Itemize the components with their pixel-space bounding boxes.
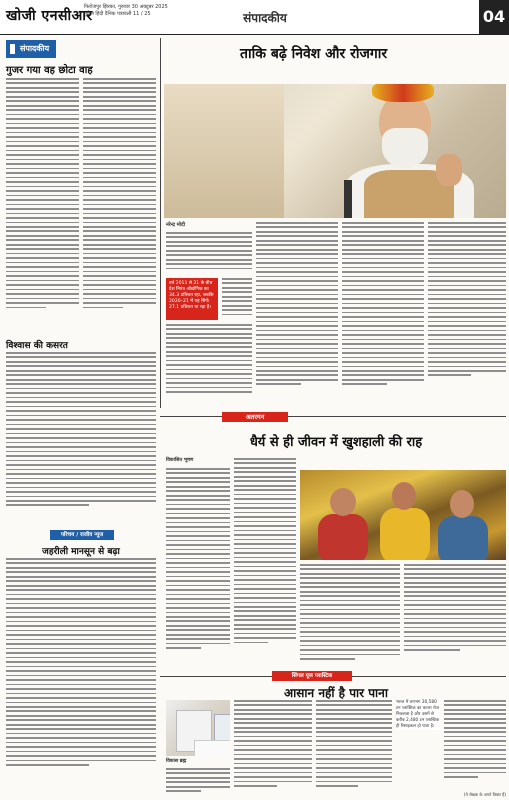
feature-byline: विकासित भूषण <box>166 458 194 463</box>
section-title: संपादकीय <box>243 11 287 25</box>
feature-band-label: अतरगन <box>222 412 288 422</box>
bottom-column-1 <box>166 768 230 798</box>
column-divider <box>160 38 161 408</box>
main-byline: नरेन्द्र मोदी <box>166 222 185 228</box>
main-column-4 <box>428 222 506 406</box>
feature-column-4 <box>404 564 506 672</box>
masthead <box>0 0 509 35</box>
plastic-photo <box>166 700 230 756</box>
stat-box: भारत में लगभग 30,580 टन प्लास्टिक का कचरा रोज निकलता है और उसमें से करीब 2,480 टन प्लास्टिक ही रिसाइकल हो पाता है। <box>396 700 440 729</box>
main-column-2 <box>256 222 338 406</box>
bottom-column-4 <box>444 700 506 792</box>
bottom-column-2 <box>234 700 312 798</box>
editorial-subhead-body <box>6 352 156 528</box>
column-byline: परिचय / राजीव न्यूज <box>50 530 114 540</box>
third-headline: जहरीली मानसून से बढ़ा <box>42 547 120 557</box>
main-column-1-bottom <box>166 324 252 406</box>
main-column-3 <box>342 222 424 406</box>
main-photo <box>164 84 506 218</box>
feature-column-1 <box>166 468 230 672</box>
feature-column-2 <box>234 458 296 672</box>
feature-headline: धैर्य से ही जीवन में खुशहाली की राह <box>249 435 423 450</box>
bottom-headline: आसान नहीं है पार पाना <box>284 686 388 700</box>
editorial-headline: गुजर गया वह छोटा वाह <box>6 65 93 76</box>
feature-photo <box>300 470 506 560</box>
bottom-byline: विकास ब्रह्म <box>166 759 187 764</box>
third-article-body <box>6 558 156 794</box>
bottom-band-label: सिंगल यूज प्लास्टिक <box>272 671 352 681</box>
editorial-column-2 <box>83 78 156 334</box>
dateline: फिरोजपुर झिरका, गुरुवार 30 अक्टूबर 2025 मुद्रित हिंदी दैनिक पत्रावली 11 / 25 <box>84 4 168 17</box>
main-headline: ताकि बढ़े निवेश और रोजगार <box>240 46 388 62</box>
page-number: 04 <box>479 0 509 34</box>
bottom-column-3 <box>316 700 392 798</box>
editorial-subhead: विश्वास की कसरत <box>6 341 68 351</box>
main-column-1-top <box>166 232 252 276</box>
editorial-column-1 <box>6 78 79 334</box>
newspaper-logo: खोजी एनसीआर <box>6 8 93 24</box>
main-column-1-side <box>222 278 252 322</box>
pull-quote: वर्ष 2011 से 21 के बीच देश नियंत्र औद्योगिक का 34.3 प्रतिशत रहा, जबकि 2020–21 में यह सिर्फ 27.1 प्रतिशत था रहा है। <box>166 278 218 320</box>
feature-column-3 <box>300 564 400 672</box>
feature-band-rule <box>160 416 506 417</box>
closing-note: (ये लेखक के अपने विचार हैं) <box>463 792 506 797</box>
editorial-tag: संपादकीय <box>6 40 56 58</box>
